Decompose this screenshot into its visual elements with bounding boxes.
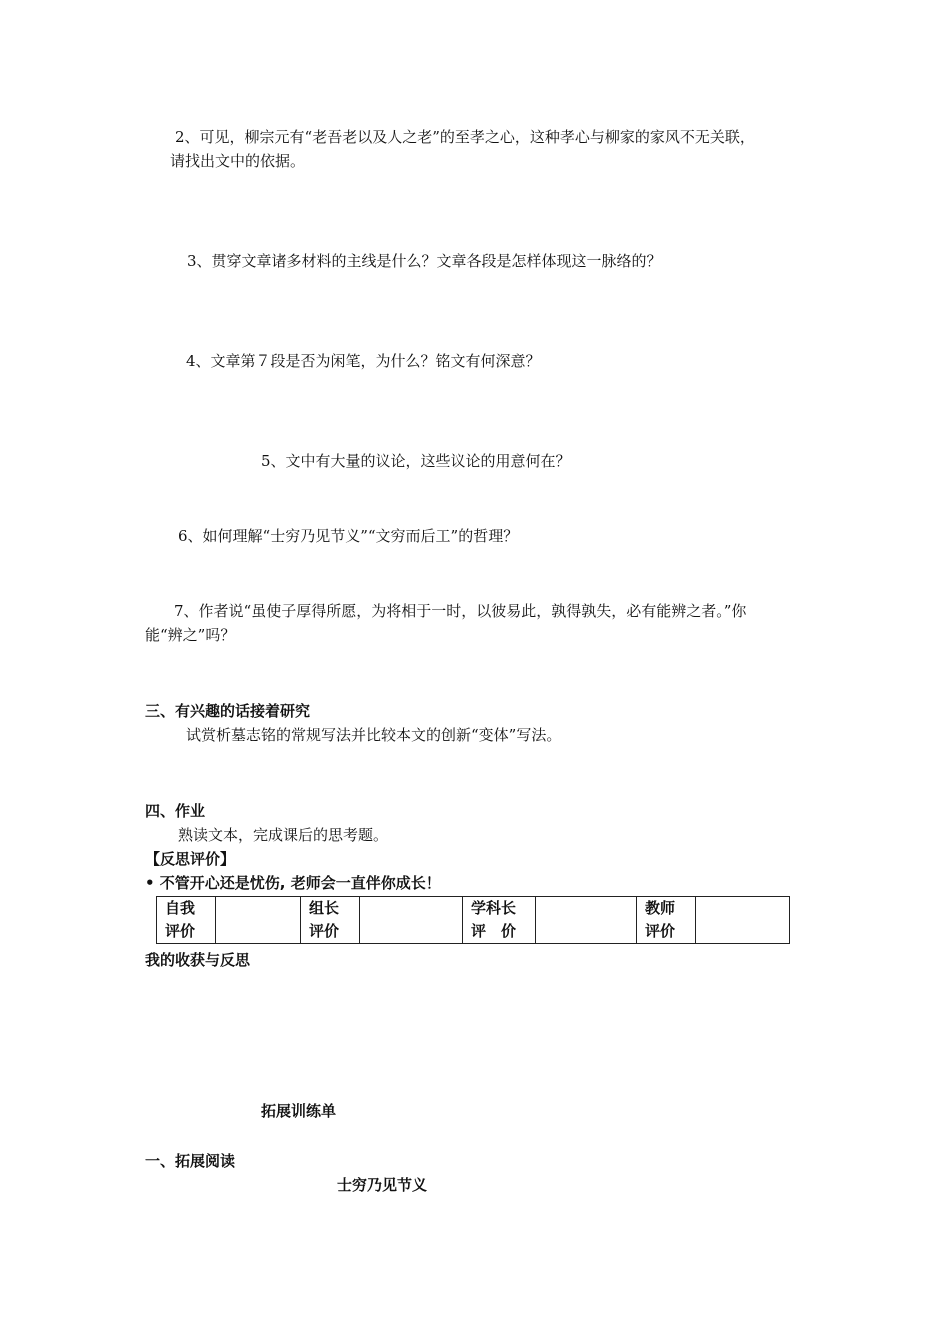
question-2-line-2: 请找出文中的依据。 bbox=[170, 152, 306, 170]
leader-eval-label: 组长 评价 bbox=[301, 897, 360, 944]
extension-title: 拓展训练单 bbox=[261, 1102, 337, 1120]
teacher-eval-cell[interactable] bbox=[696, 897, 790, 944]
teacher-eval-label: 教师 评价 bbox=[637, 897, 696, 944]
gains-reflection-heading: 我的收获与反思 bbox=[145, 951, 251, 969]
subject-eval-cell[interactable] bbox=[536, 897, 637, 944]
self-eval-cell[interactable] bbox=[216, 897, 301, 944]
reflection-heading: 【反思评价】 bbox=[145, 850, 236, 868]
question-7-line-1: 7、作者说“虽使子厚得所愿，为将相于一时，以彼易此，孰得孰失，必有能辨之者。”你 bbox=[174, 602, 747, 620]
table-row bbox=[157, 897, 790, 944]
question-5: 5、文中有大量的议论，这些议论的用意何在？ bbox=[261, 452, 571, 470]
section-4-body: 熟读文本，完成课后的思考题。 bbox=[178, 826, 389, 844]
question-6: 6、如何理解“士穷乃见节义”“文穷而后工”的哲理？ bbox=[178, 527, 519, 545]
self-eval-label: 自我 评价 bbox=[157, 897, 216, 944]
article-title: 士穷乃见节义 bbox=[337, 1176, 428, 1194]
extension-section-1: 一、拓展阅读 bbox=[145, 1152, 236, 1170]
subject-eval-label: 学科长 评 价 bbox=[463, 897, 536, 944]
reflection-bullet: • 不管开心还是忧伤, 老师会一直伴你成长！ bbox=[145, 874, 441, 892]
section-4-heading: 四、作业 bbox=[145, 802, 206, 820]
question-2-line-1: 2、可见，柳宗元有“老吾老以及人之老”的至孝之心，这种孝心与柳家的家风不无关联， bbox=[175, 128, 755, 146]
leader-eval-cell[interactable] bbox=[360, 897, 463, 944]
question-7-line-2: 能“辨之”吗？ bbox=[145, 626, 236, 644]
section-3-body: 试赏析墓志铭的常规写法并比较本文的创新“变体”写法。 bbox=[186, 726, 562, 744]
section-3-heading: 三、有兴趣的话接着研究 bbox=[145, 702, 311, 720]
question-3: 3、贯穿文章诸多材料的主线是什么？文章各段是怎样体现这一脉络的？ bbox=[187, 252, 662, 270]
question-4: 4、文章第７段是否为闲笔，为什么？铭文有何深意？ bbox=[186, 352, 541, 370]
evaluation-table bbox=[156, 896, 790, 944]
